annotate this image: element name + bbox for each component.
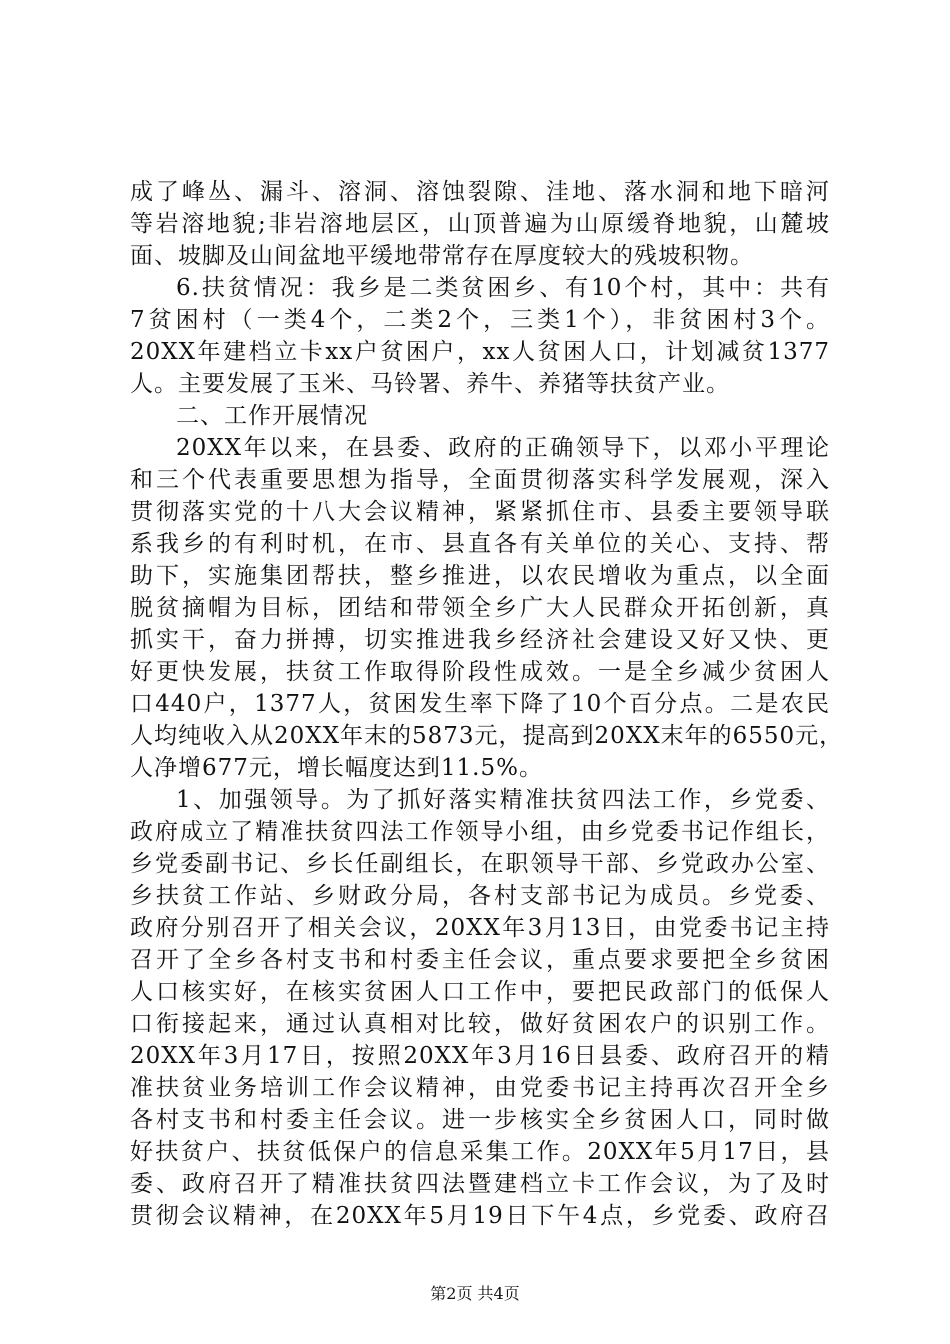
text-line: 人均纯收入从20XX年末的5873元，提高到20XX末年的6550元， (130, 723, 844, 749)
text-line: 人口核实好，在核实贫困人口工作中，要把民政部门的低保人 (130, 979, 830, 1005)
text-line: 6.扶贫情况：我乡是二类贫困乡、有10个村，其中：共有 (176, 275, 830, 301)
text-line: 各村支书和村委主任会议。进一步核实全乡贫困人口，同时做 (130, 1107, 830, 1133)
text-line: 20XX年3月17日，按照20XX年3月16日县委、政府召开的精 (130, 1043, 830, 1069)
text-line: 和三个代表重要思想为指导，全面贯彻落实科学发展观，深入 (130, 467, 830, 493)
text-line: 抓实干，奋力拼搏，切实推进我乡经济社会建设又好又快、更 (130, 627, 830, 653)
text-line: 人。主要发展了玉米、马铃署、养牛、养猪等扶贫产业。 (130, 371, 730, 397)
text-line: 面、坡脚及山间盆地平缓地带常存在厚度较大的残坡积物。 (130, 243, 754, 269)
text-line: 委、政府召开了精准扶贫四法暨建档立卡工作会议，为了及时 (130, 1171, 830, 1197)
text-line: 贯彻落实党的十八大会议精神，紧紧抓住市、县委主要领导联 (130, 499, 830, 525)
text-line: 政府分别召开了相关会议，20XX年3月13日，由党委书记主持 (130, 915, 830, 941)
text-line: 脱贫摘帽为目标，团结和带领全乡广大人民群众开拓创新，真 (130, 595, 830, 621)
text-line: 1、加强领导。为了抓好落实精准扶贫四法工作，乡党委、 (176, 787, 830, 813)
text-line: 20XX年以来，在县委、政府的正确领导下，以邓小平理论 (176, 435, 830, 461)
text-line: 20XX年建档立卡xx户贫困户，xx人贫困人口，计划减贫1377 (130, 339, 830, 365)
text-line: 口衔接起来，通过认真相对比较，做好贫困农户的识别工作。 (130, 1011, 830, 1037)
text-line: 准扶贫业务培训工作会议精神，由党委书记主持再次召开全乡 (130, 1075, 830, 1101)
text-line: 成了峰丛、漏斗、溶洞、溶蚀裂隙、洼地、落水洞和地下暗河 (130, 179, 830, 205)
text-line: 好扶贫户、扶贫低保户的信息采集工作。20XX年5月17日，县 (130, 1139, 830, 1165)
text-line: 等岩溶地貌;非岩溶地层区，山顶普遍为山原缓脊地貌，山麓坡 (130, 211, 830, 237)
text-line: 召开了全乡各村支书和村委主任会议，重点要求要把全乡贫困 (130, 947, 830, 973)
text-line: 贯彻会议精神，在20XX年5月19日下午4点，乡党委、政府召 (130, 1203, 830, 1229)
text-line: 好更快发展，扶贫工作取得阶段性成效。一是全乡减少贫困人 (130, 659, 830, 685)
text-line: 人净增677元，增长幅度达到11.5%。 (130, 755, 543, 781)
text-line: 乡党委副书记、乡长任副组长，在职领导干部、乡党政办公室、 (130, 851, 830, 877)
text-line: 口440户，1377人，贫困发生率下降了10个百分点。二是农民 (130, 691, 830, 717)
section-heading: 二、工作开展情况 (176, 403, 368, 429)
page-footer: 第2页 共4页 (430, 1284, 520, 1303)
text-line: 助下，实施集团帮扶，整乡推进，以农民增收为重点，以全面 (130, 563, 830, 589)
text-line: 政府成立了精准扶贫四法工作领导小组，由乡党委书记作组长， (130, 819, 830, 845)
text-line: 7贫困村（一类4个，二类2个，三类1个），非贫困村3个。 (130, 307, 830, 333)
document-body (130, 176, 844, 1232)
text-line: 乡扶贫工作站、乡财政分局，各村支部书记为成员。乡党委、 (130, 883, 830, 909)
text-line: 系我乡的有利时机，在市、县直各有关单位的关心、支持、帮 (130, 531, 830, 557)
